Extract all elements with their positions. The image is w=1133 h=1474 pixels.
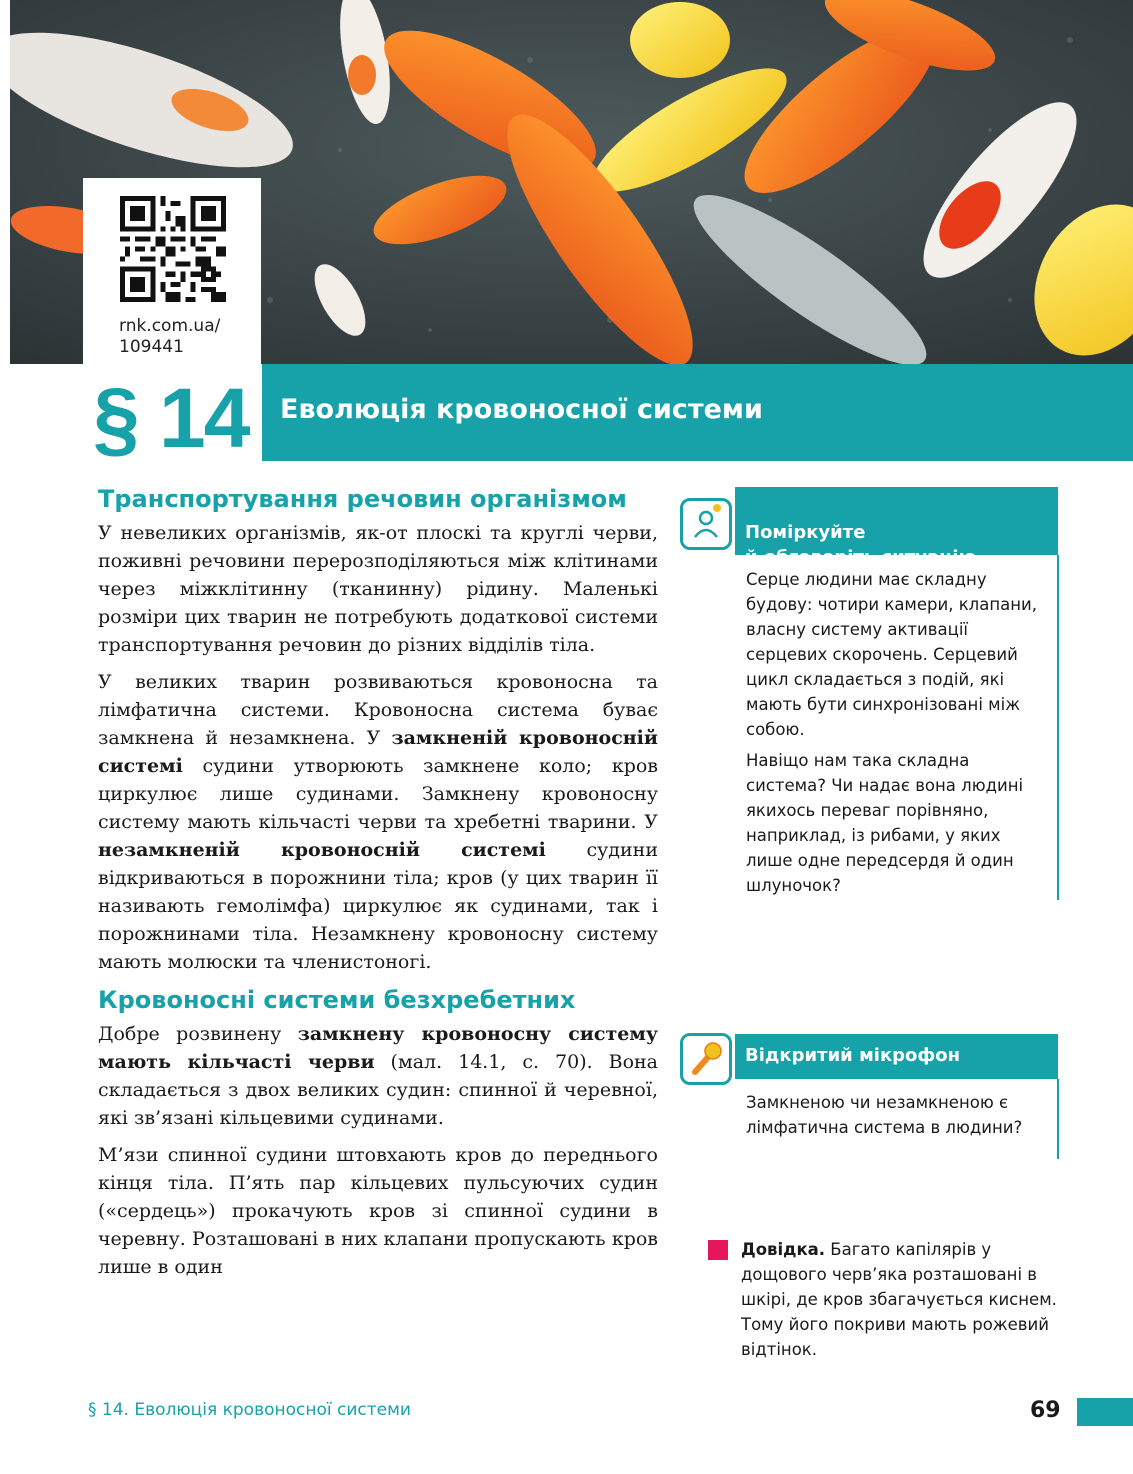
page-number-bar [1077, 1398, 1133, 1426]
mic-box-rule [1057, 1079, 1059, 1159]
paragraph-2: У великих тварин розвиваються кровоносна та лімфатична системи. Кровоносна система буває замкнена й незамкнена. У замкненій кровоносній системі судини утворюють замкнене коло; кров циркулює лише судинами. Замкнену кровоносну систему мають кільчасті черви та хребетні тварини. У незамкненій кровоносній системі судини відкриваються в порожнини тіла; кров (у цих тварин її називають гемолімфа) циркулює як судинами, так і порожнинами тіла. Незамкнену кровоносну систему мають молюски та членистоногі. [98, 671, 658, 973]
running-title: § 14. Еволюція кровоносної системи [88, 1400, 411, 1420]
mic-box-header [735, 1034, 1058, 1079]
paragraph-4: М’язи спинної судини штовхають кров до переднього кінця тіла. П’ять пар кільцевих пульсуючих судин («сердець») прокачують кров зі спинної судини в черевну. Розташовані в них клапани пропускають кров лише в один [98, 1144, 658, 1278]
discussion-icon [680, 498, 732, 550]
think-box-title: Поміркуйте й обговоріть ситуацію [745, 522, 977, 568]
think-box-rule [1057, 555, 1059, 900]
heading-transport: Транспортування речовин організмом [98, 485, 627, 513]
page-number: 69 [1030, 1398, 1061, 1423]
mic-box-text: Замкненою чи незамкненою є лімфатична система в людини? [746, 1093, 1023, 1137]
heading-invertebrates: Кровоносні системи безхребетних [98, 986, 576, 1014]
term-closed-system: замкненій кровоносній системі [98, 727, 658, 777]
qr-url[interactable]: rnk.com.ua/ 109441 [119, 316, 221, 357]
reference-note-text: Багато капілярів у дощового черв’яка розташовані в шкірі, де кров збагачується киснем. Тому його покриви мають рожевий відтінок. [741, 1240, 1057, 1359]
qr-code[interactable] [120, 196, 226, 302]
section-title-bar [262, 364, 1133, 461]
reference-note [741, 1237, 1066, 1362]
paragraph-1: У невеликих організмів, як-от плоскі та круглі черви, поживні речовини перерозподіляються між клітинами через міжклітинну (тканинну) рідину. Маленькі розміри цих тварин не потребують додаткової системи транспортування речовин до різних відділів тіла. [98, 522, 658, 656]
section-title: Еволюція кровоносної системи [280, 394, 763, 425]
term-open-system: незамкненій кровоносній системі [98, 839, 546, 861]
think-box-text-1: Серце людини має складну будову: чотири камери, клапани, власну систему активації серцевих скорочень. Серцевий цикл складається з подій, які мають бути синхронізовані між собою. [746, 570, 1037, 739]
note-marker [708, 1240, 728, 1260]
paragraph-3: Добре розвинену замкнену кровоносну систему мають кільчасті черви (мал. 14.1, с. 70). Вона складається з двох великих судин: спинної й черевної, які зв’язані кільцевими судинами. [98, 1023, 658, 1129]
think-box-text-2: Навіщо нам така складна система? Чи надає вона людині якихось переваг порівняно, наприклад, із рибами, у яких лише одне передсердя й один шлуночок? [746, 751, 1024, 895]
think-box-header [735, 487, 1058, 568]
microphone-icon [680, 1033, 732, 1085]
qr-code-panel [83, 178, 261, 368]
main-column [98, 485, 658, 1290]
term-annelids: замкнену кровоносну систему мають кільчасті черви [98, 1023, 658, 1073]
mic-box-title: Відкритий мікрофон [745, 1045, 961, 1066]
reference-note-label: Довідка. [741, 1240, 826, 1259]
section-number: § 14 [93, 371, 249, 465]
